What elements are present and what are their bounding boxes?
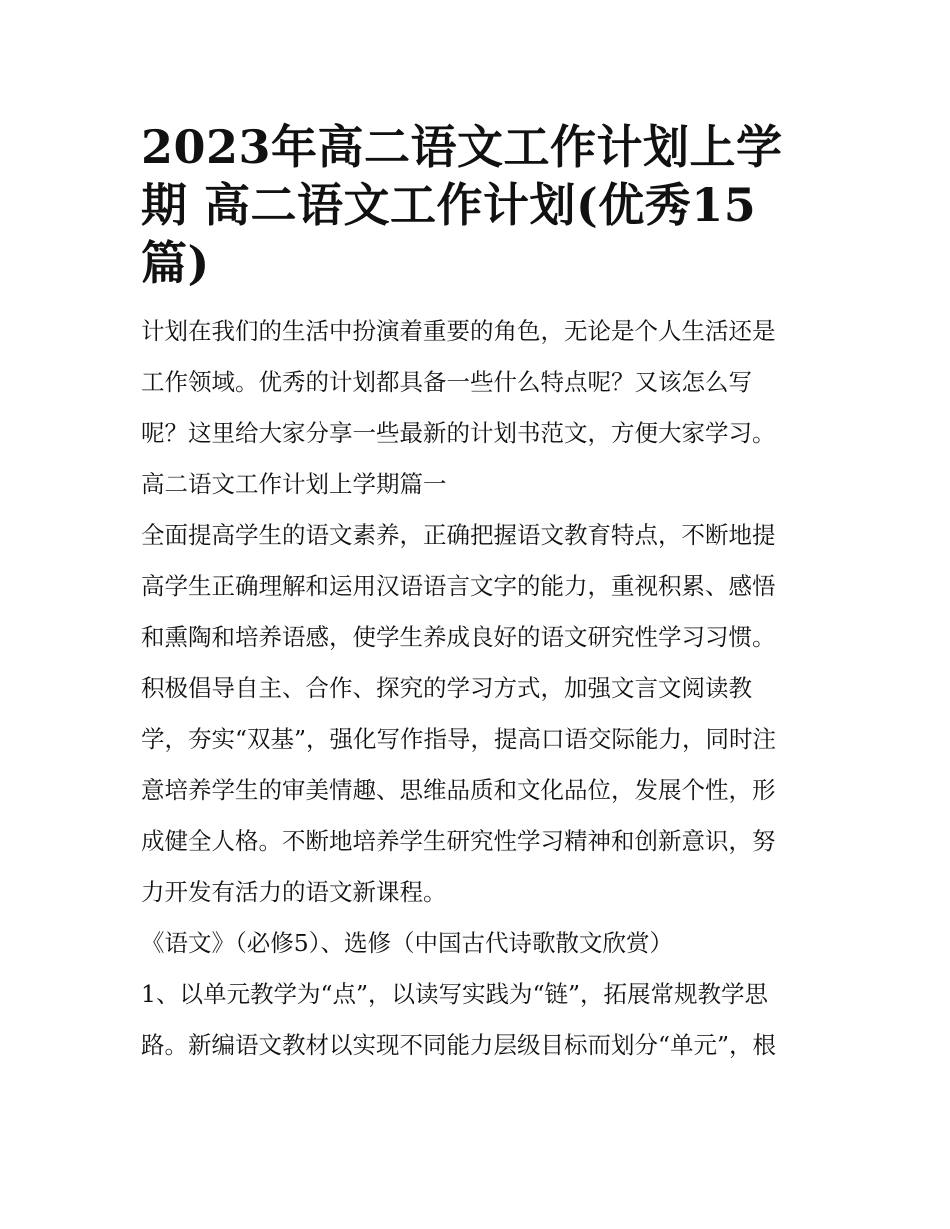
text-line: 《语文》（必修5）、选修（中国古代诗歌散文欣赏） xyxy=(141,929,673,957)
text-line: 工作领域。优秀的计划都具备一些什么特点呢？又该怎么写 xyxy=(141,368,752,396)
text-line: 呢？这里给大家分享一些最新的计划书范文，方便大家学习。 xyxy=(141,419,776,447)
textbook-line xyxy=(141,918,813,969)
text-line: 高二语文工作计划上学期篇一 xyxy=(141,470,447,498)
text-line: 1、以单元教学为“点”，以读写实践为“链”，拓展常规教学思 xyxy=(141,980,769,1008)
point-paragraph xyxy=(141,969,813,1071)
section-heading xyxy=(141,459,813,510)
title-line: 期 高二语文工作计划(优秀15 xyxy=(141,178,757,232)
text-line: 计划在我们的生活中扮演着重要的角色，无论是个人生活还是 xyxy=(141,317,776,345)
title-line: 篇) xyxy=(141,236,210,290)
title-line: 2023年高二语文工作计划上学 xyxy=(141,120,783,174)
text-line: 力开发有活力的语文新课程。 xyxy=(141,878,447,906)
text-line: 高学生正确理解和运用汉语语言文字的能力，重视积累、感悟 xyxy=(141,572,776,600)
text-line: 和熏陶和培养语感，使学生养成良好的语文研究性学习习惯。 xyxy=(141,623,776,651)
text-line: 积极倡导自主、合作、探究的学习方式，加强文言文阅读教 xyxy=(141,674,752,702)
intro-paragraph xyxy=(141,306,813,459)
text-line: 成健全人格。不断地培养学生研究性学习精神和创新意识，努 xyxy=(141,827,776,855)
body-paragraph xyxy=(141,510,813,918)
text-line: 路。新编语文教材以实现不同能力层级目标而划分“单元”，根 xyxy=(141,1031,777,1059)
text-line: 意培养学生的审美情趣、思维品质和文化品位，发展个性，形 xyxy=(141,776,776,804)
document-content xyxy=(141,118,813,1071)
text-line: 学，夯实“双基”，强化写作指导，提高口语交际能力，同时注 xyxy=(141,725,777,753)
document-title xyxy=(141,118,813,292)
text-line: 全面提高学生的语文素养，正确把握语文教育特点，不断地提 xyxy=(141,521,776,549)
